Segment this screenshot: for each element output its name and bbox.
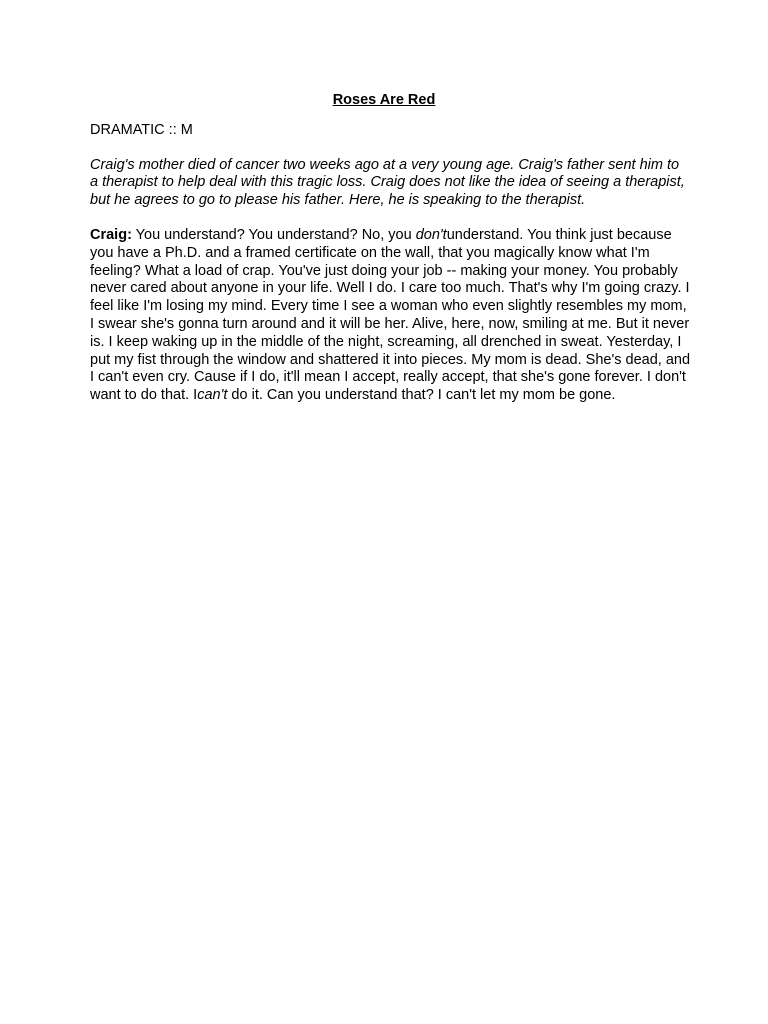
monologue-text [90, 227, 690, 405]
monologue-part-1: You understand? You understand? No, you [131, 226, 416, 243]
document-title: Roses Are Red [332, 92, 436, 108]
monologue-emphasis-1: don't [415, 226, 447, 243]
monologue-category: DRAMATIC :: M [90, 121, 193, 138]
monologue-part-2: understand. You think just because you have a Ph.D. and a framed certificate on the wall, that you magically know what I'm feeling? What a load of crap. You've just doing your job -- making your money. You probably never cared about anyone in your life. Well I do. I care too much. That's why I'm going crazy. I feel like I'm losing my mind. Every time I see a woman who even slightly resembles my mom, I swear she's gonna turn around and it will be her. Alive, here, now, smiling at me. But it never is. I keep waking up in the middle of the night, screaming, all drenched in sweat. Yesterday, I put my fist through the window and shattered it into pieces. My mom is dead. She's dead, and I can't even cry. Cause if I do, it'll mean I accept, really accept, that she's gone forever. I don't want to do that. I [90, 226, 691, 404]
monologue-emphasis-2: can't [197, 387, 228, 404]
speaker-name: Craig: [90, 226, 132, 243]
scene-setup: Craig's mother died of cancer two weeks ago at a very young age. Craig's father sent him to a therapist to help deal with this tragic loss. Craig does not like the idea of seeing a therapist, but he agrees to go to please his father. Here, he is speaking to the therapist. [90, 156, 685, 209]
monologue-part-3: do it. Can you understand that? I can't let my mom be gone. [227, 387, 616, 404]
document-page [90, 92, 690, 405]
